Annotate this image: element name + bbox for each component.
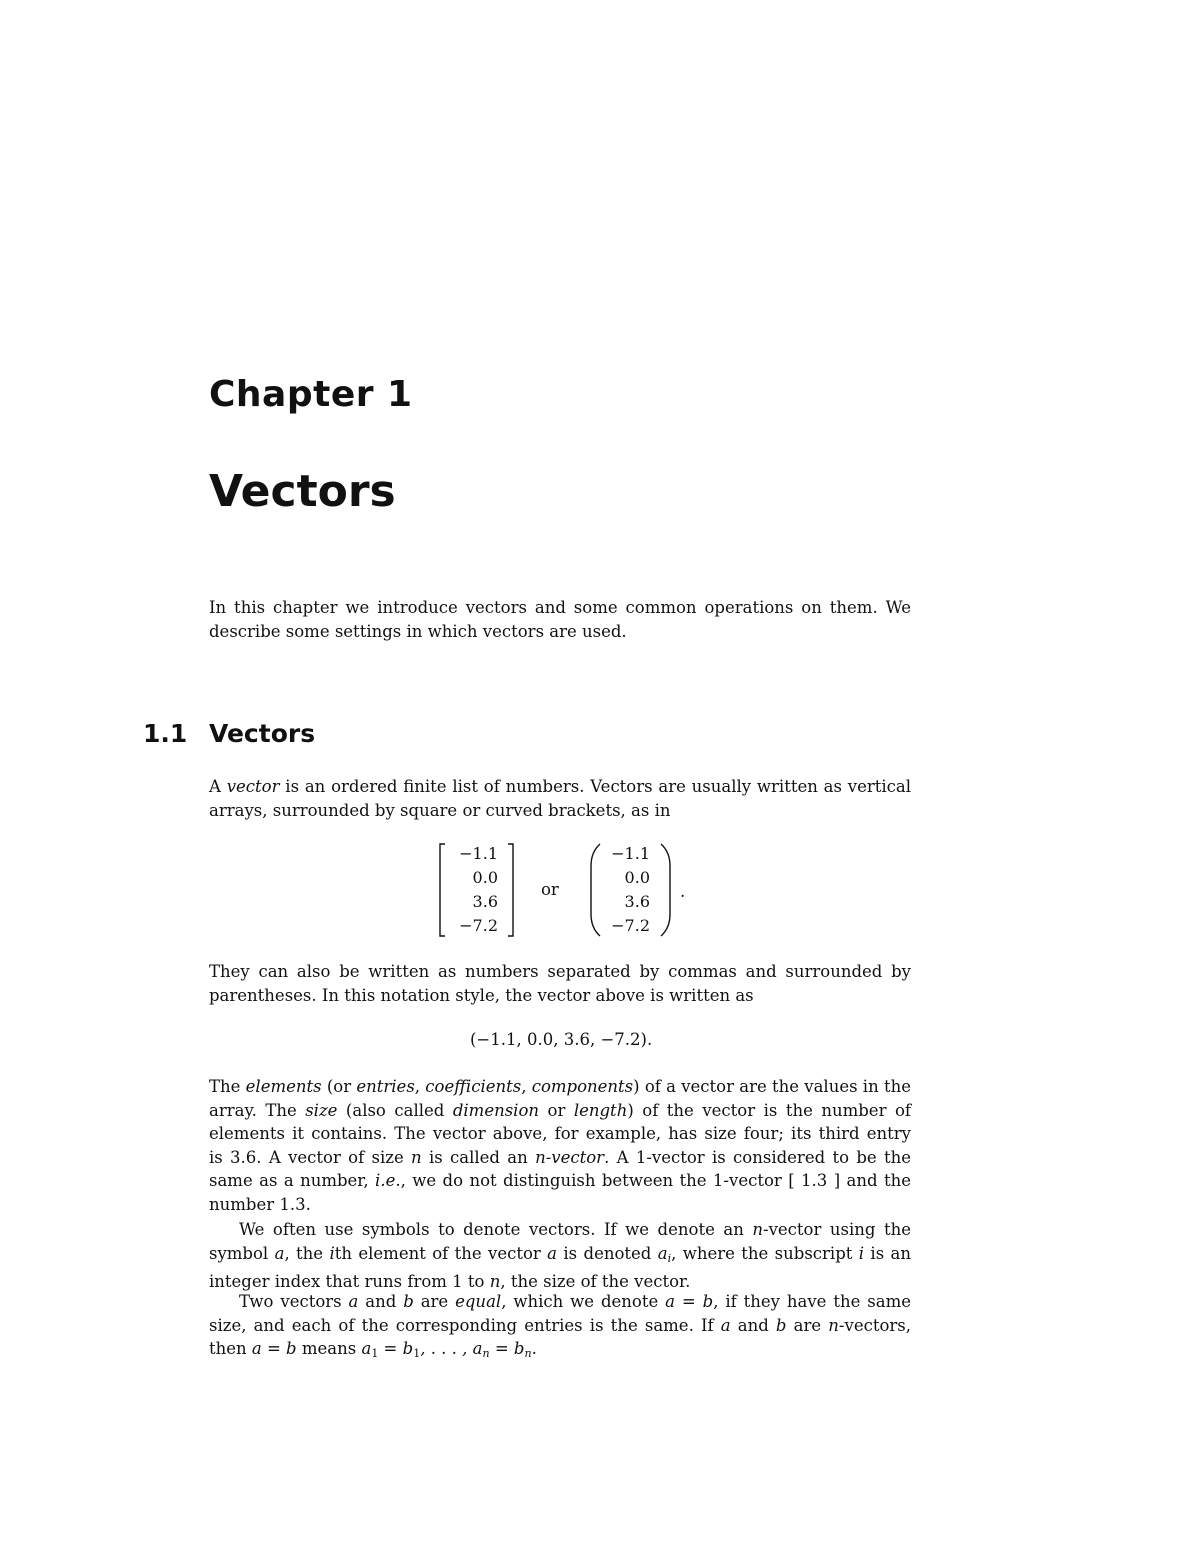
tuple-notation: (−1.1, 0.0, 3.6, −7.2). — [470, 1030, 653, 1049]
text-line: In this chapter we introduce vectors and some common operations on them. We — [209, 598, 911, 617]
text-line: elements it contains. The vector above, for example, has size four; its third entry — [209, 1124, 911, 1143]
section-title: Vectors — [209, 719, 316, 748]
matrix-entry: 3.6 — [624, 892, 650, 911]
matrix-entry: 0.0 — [624, 868, 650, 887]
paragraph-equality — [209, 1290, 911, 1366]
matrix-entry: −7.2 — [611, 916, 650, 935]
matrix-entry: 0.0 — [472, 868, 498, 887]
paragraph-vector-definition — [209, 775, 911, 822]
term-vector: vector — [226, 777, 280, 796]
paragraph-symbols — [209, 1218, 911, 1294]
matrix-entry: −1.1 — [611, 844, 650, 863]
text-line: A vector is an ordered finite list of numbers. Vectors are usually written as vertical — [209, 777, 911, 796]
matrix-entry: −7.2 — [459, 916, 498, 935]
text-line: integer index that runs from 1 to n, the size of the vector. — [209, 1272, 691, 1291]
chapter-label: Chapter 1 — [209, 374, 413, 415]
text-line: symbol a, the ith element of the vector a is denoted $a_i$, where the subscript i is an — [209, 1243, 912, 1265]
matrix-parentheses — [590, 842, 674, 938]
text-line: parentheses. In this notation style, the vector above is written as — [209, 985, 754, 1005]
text-line: size, and each of the corresponding entries is the same. If a and b are n-vectors, — [209, 1315, 911, 1335]
text-line: array. The size (also called dimension or length) of the vector is the number of — [209, 1100, 911, 1120]
matrix-entry: 3.6 — [472, 892, 498, 911]
text-line: number 1.3. — [209, 1194, 311, 1214]
text-line: The elements (or entries, coefficients, components) of a vector are the values in the — [209, 1077, 911, 1096]
paragraph-comma-notation — [209, 960, 911, 1007]
matrix-entry: −1.1 — [459, 844, 498, 863]
text-line: then a = b means $a_1 = b_1$, . . . , $a_n = b_n$. — [209, 1339, 537, 1360]
display-period: . — [680, 882, 686, 901]
paragraph-elements-size — [209, 1075, 911, 1216]
text-line: Two vectors a and b are equal, which we denote a = b, if they have the same — [239, 1292, 911, 1311]
text-line: We often use symbols to denote vectors. If we denote an n-vector using the — [239, 1220, 911, 1239]
chapter-title: Vectors — [209, 466, 396, 517]
text-line: same as a number, i.e., we do not distinguish between the 1-vector [ 1.3 ] and the — [209, 1171, 911, 1190]
matrix-square-brackets — [438, 842, 518, 938]
text-line: They can also be written as numbers separated by commas and surrounded by — [209, 962, 911, 981]
text-line: describe some settings in which vectors are used. — [209, 621, 627, 641]
text-line: arrays, surrounded by square or curved brackets, as in — [209, 800, 671, 820]
section-number: 1.1 — [143, 719, 188, 748]
or-word: or — [541, 880, 559, 899]
intro-paragraph — [209, 596, 911, 643]
text-line: is 3.6. A vector of size n is called an n-vector. A 1-vector is considered to be the — [209, 1147, 911, 1167]
